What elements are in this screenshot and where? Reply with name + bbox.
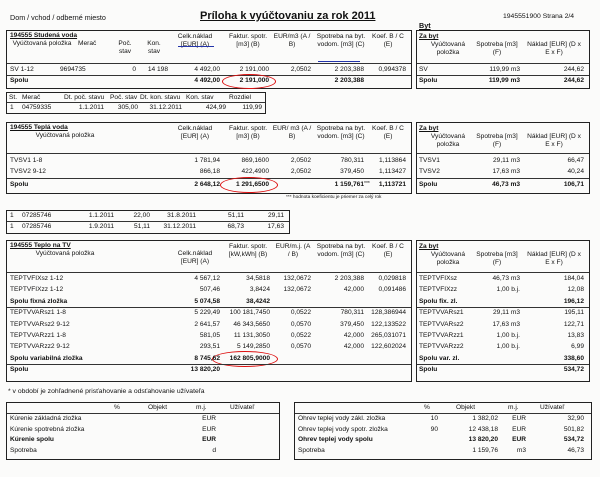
heat-row-label: Spolu <box>10 366 29 374</box>
hot-water-heating-summary-row-obj: 1 159,76 <box>472 446 498 454</box>
cold-water-meter-h-start: Poč. stav <box>110 94 138 101</box>
hot-water-flat-sum-cons: 46,73 m3 <box>492 181 520 188</box>
heat-row-cons: 3,8424 <box>249 286 270 294</box>
hot-water-row-eurm: 2,0502 <box>290 157 311 164</box>
hot-water-meter-dstart: 1.9.2011 <box>88 223 114 230</box>
heating-summary-h-user: Užívateľ <box>230 404 255 411</box>
hot-water-heating-summary-row-mj: EUR <box>512 436 526 443</box>
hot-water-sum-label: Spolu <box>10 181 29 188</box>
hot-water-row-cons: 422,4900 <box>241 168 269 175</box>
heat-flat-row-cost: 122,71 <box>563 320 584 328</box>
heating-summary-row-mj: EUR <box>202 425 216 433</box>
heat-row-eurm: 132,0672 <box>283 286 311 294</box>
heat-row-byt: 42,000 <box>343 332 364 339</box>
heat-flat-col-item: Vyúčtovaná položka <box>430 251 466 266</box>
hot-water-sum-byt: 1 159,761 <box>334 181 364 188</box>
hot-water-sum-coef: 1,113721 <box>378 181 406 188</box>
heat-flat-row-cons: 17,63 m3 <box>492 320 520 328</box>
hot-water-meter-start: 51,11 <box>133 223 150 230</box>
hot-water-flat-row-cost: 66,47 <box>567 157 584 164</box>
cold-water-row-cost: 4 492,00 <box>194 66 220 73</box>
hot-water-meter-end: 68,73 <box>227 223 244 230</box>
heat-row-cons: 11 131,3050 <box>233 332 270 339</box>
heat-row-cost: 507,46 <box>199 286 220 294</box>
hot-water-col-cost: Celk.náklad [EUR] (A) <box>177 125 213 140</box>
header-byt-label: Byt <box>419 21 431 30</box>
heat-row-label: TEPTVFIXzz 1-12 <box>10 286 64 294</box>
hot-water-flat-row-cons: 17,63 m3 <box>492 168 520 175</box>
heating-summary-row-label: Kúrenie základná zložka <box>10 415 82 422</box>
heating-summary-row-mj: d <box>212 446 216 454</box>
cold-water-col-coef: Koef. B / C (E) <box>372 33 404 48</box>
hot-water-heating-summary-row-user: 501,82 <box>563 425 584 433</box>
hot-water-heating-summary-row-mj: EUR <box>512 425 526 433</box>
hot-water-row-coef: 1,113864 <box>378 157 406 164</box>
heat-flat-row-cost: 195,11 <box>564 309 584 317</box>
heat-row-label: TEPTVVARsz1 1-8 <box>10 309 66 317</box>
hot-water-flat-row-cost: 40,24 <box>567 168 584 175</box>
hot-water-flat-row-label: TVSV1 <box>419 157 440 164</box>
cold-water-row-label: SV 1-12 <box>10 66 34 73</box>
heat-flat-col-cons: Spotreba [m3] (F) <box>476 251 518 266</box>
hot-water-section-title: 194555 Teplá voda <box>10 124 68 131</box>
heat-flat-row-cost: 12,08 <box>567 286 584 294</box>
hot-water-row-cost: 1 781,94 <box>194 157 220 164</box>
cold-water-flat-row-cost: 244,62 <box>563 66 584 73</box>
cold-water-meter-h-diff: Rozdiel <box>229 94 251 101</box>
heat-row-label: TEPTVFIXsz 1-12 <box>10 275 64 282</box>
hot-water-col-eurm: EUR/ m3 (A / B) <box>272 125 312 140</box>
heat-row-label: Spolu fixná zložka <box>10 297 68 305</box>
heat-col-cons: Faktur. spotr. [kW,kWh] (B) <box>228 243 268 258</box>
heating-summary-h-mj: m.j. <box>196 404 207 411</box>
heating-summary-row-mj: EUR <box>202 436 216 443</box>
heat-row-cons: 100 181,7450 <box>229 309 270 317</box>
heat-flat-row-label: TEPTVFIXzz <box>419 286 458 294</box>
hot-water-flat-sum-label: Spolu <box>419 181 438 188</box>
hot-water-heating-summary-row-label: Ohrev teplej vody spotr. zložka <box>298 425 388 433</box>
heat-flat-row-label: TEPTVVARsz2 <box>419 320 464 328</box>
heat-row-cost: 581,05 <box>199 332 220 339</box>
cold-water-row-byt: 2 203,388 <box>334 66 364 73</box>
heat-row-label: TEPTVVARzz2 9-12 <box>10 343 70 351</box>
hot-water-row-label: TVSV2 9-12 <box>10 168 46 175</box>
cold-water-section-title: 194555 Studená voda <box>10 32 78 39</box>
heat-flat-row-cost: 196,12 <box>563 297 584 305</box>
heat-flat-row-cost: 338,60 <box>563 354 584 362</box>
cold-water-meter-h-meter: Merač <box>22 94 41 101</box>
hot-water-meter-start: 22,00 <box>133 212 150 219</box>
cold-water-meter-end: 424,99 <box>205 104 226 111</box>
hot-water-heating-summary-row-obj: 1 382,02 <box>472 415 498 422</box>
heat-row-coef: 122,602024 <box>371 343 406 351</box>
heat-row-coef: 0,091486 <box>378 286 406 294</box>
heat-row-byt: 780,311 <box>340 309 364 317</box>
heat-flat-row-cons: 1,00 b.j. <box>496 286 520 294</box>
cold-water-col-end: Kon. stav <box>147 40 161 55</box>
cold-water-col-meter: Merač <box>78 40 97 47</box>
cold-water-col-cons: Faktur. spotr. [m3] (B) <box>228 33 268 48</box>
heat-row-coef: 0,029818 <box>378 275 406 282</box>
heat-flat-row-cost: 6,99 <box>571 343 584 351</box>
cold-water-flat-col-cons: Spotreba [m3] (F) <box>476 41 518 56</box>
header-address-label: Dom / vchod / odberné miesto <box>10 13 106 22</box>
heat-col-eurm: EUR/m.j. (A / B) <box>275 243 311 258</box>
header-page-number: 1945551900 Strana 2/4 <box>503 13 575 20</box>
hot-water-flat-title: Za byt <box>419 125 439 132</box>
footnote: * v období je zohľadnené prisťahovanie a odsťahovanie užívateľa <box>8 388 205 395</box>
heat-row-eurm: 0,0522 <box>290 309 311 317</box>
hot-water-meter-dstart: 1.1.2011 <box>88 212 114 219</box>
hot-water-heating-summary-h-mj: m.j. <box>508 404 519 411</box>
hot-water-meter-dend: 31.8.2011 <box>167 212 196 219</box>
hot-water-col-byt: Spotreba na byt. vodom. [m3] (C) <box>316 125 366 140</box>
hot-water-col-item: Vyúčtovaná položka <box>35 132 95 139</box>
hot-water-heating-summary-row-obj: 13 820,20 <box>468 436 498 443</box>
cold-water-meter-h-st: St. <box>9 94 18 101</box>
heat-row-cons: 38,4242 <box>246 297 270 305</box>
cold-water-col-eurm: EUR/m3 (A / B) <box>273 33 311 48</box>
heating-summary-h-obj: Objekt <box>148 404 168 411</box>
hot-water-heating-summary-row-user: 46,73 <box>567 446 584 454</box>
heat-row-coef: 128,386944 <box>371 309 406 317</box>
cold-water-meter-dstart: 1.1.2011 <box>78 104 104 111</box>
heat-row-byt: 379,450 <box>340 320 364 328</box>
hot-water-row-coef: 1,113427 <box>378 168 406 175</box>
page-title: Príloha k vyúčtovaniu za rok 2011 <box>200 10 376 22</box>
heat-flat-row-label: TEPTVFIXsz <box>419 275 458 282</box>
heat-col-cost: Celk.náklad [EUR] (A) <box>177 250 213 265</box>
cold-water-row-coef: 0,994378 <box>378 66 406 73</box>
hot-water-meter-st: 1 <box>10 212 14 219</box>
heat-col-byt: Spotreba na byt. vodom. [m3] (C) <box>316 243 366 258</box>
cold-water-flat-sum-label: Spolu <box>419 77 438 84</box>
heating-summary-row-label: Kúrenie spotrebná zložka <box>10 425 85 433</box>
heat-row-cost: 4 567,12 <box>194 275 220 282</box>
heat-flat-col-cost: Náklad [EUR] (D x E x F) <box>527 251 581 266</box>
hot-water-meter-dend: 31.12.2011 <box>163 223 196 230</box>
heat-row-cost: 5 074,58 <box>194 297 220 305</box>
cold-water-sum-cost: 4 492,00 <box>194 77 220 84</box>
heat-row-cost: 13 820,20 <box>190 366 220 374</box>
hot-water-meter-end: 51,11 <box>227 212 244 219</box>
hot-water-flat-sum-cost: 106,71 <box>563 181 584 188</box>
heat-flat-row-cons: 29,11 m3 <box>492 309 520 317</box>
hot-water-row-cost: 866,18 <box>199 168 220 175</box>
cold-water-flat-col-cost: Náklad [EUR] (D x E x F) <box>527 41 581 56</box>
heat-row-label: TEPTVVARzz1 1-8 <box>10 332 66 339</box>
cold-water-sum-cons: 2 191,000 <box>239 77 269 84</box>
cold-water-flat-sum-cons: 119,99 m3 <box>488 77 520 84</box>
cold-water-row-start: 0 <box>132 66 136 73</box>
highlight-circle <box>220 177 278 193</box>
hot-water-heating-summary-row-label: Ohrev teplej vody spolu <box>298 436 373 443</box>
heat-flat-row-label: Spolu <box>419 366 438 374</box>
cold-water-col-byt: Spotreba na byt. vodom. [m3] (C) <box>316 33 366 48</box>
hot-water-sum-cost: 2 648,12 <box>194 181 220 188</box>
hot-water-heating-summary-row-user: 534,72 <box>563 436 584 443</box>
hot-water-heating-summary-h-pct: % <box>424 404 430 411</box>
heat-row-eurm: 132,0672 <box>283 275 311 282</box>
heat-row-cost: 2 641,57 <box>194 320 220 328</box>
heat-flat-title: Za byt <box>419 243 439 250</box>
heat-row-coef: 265,031071 <box>371 332 406 339</box>
cold-water-col-start: Poč. stav <box>118 40 132 55</box>
hot-water-heating-summary-row-label: Spotreba <box>298 446 325 454</box>
hot-water-note: *** hodnota koeficientu je priemer za celý rok <box>286 195 382 200</box>
heat-flat-row-cons: 1,00 b.j. <box>496 343 520 351</box>
hot-water-row-label: TVSV1 1-8 <box>10 157 43 164</box>
hot-water-sum-cons: 1 291,6500 <box>235 181 269 188</box>
cold-water-meter-st: 1 <box>10 104 14 111</box>
hot-water-flat-col-cost: Náklad [EUR] (D x E x F) <box>527 133 581 148</box>
hot-water-heating-summary-row-pct: 90 <box>430 425 438 433</box>
cold-water-row-cons: 2 191,000 <box>239 66 269 73</box>
cold-water-row-eurm: 2,0502 <box>290 66 311 73</box>
hot-water-col-coef: Koef. B / C (E) <box>372 125 404 140</box>
hot-water-meter-meter: 07285746 <box>22 223 52 230</box>
hot-water-meter-st: 1 <box>10 223 14 230</box>
cold-water-col-item: Vyúčtovaná položka <box>12 40 72 47</box>
cold-water-meter-h-end: Kon. stav <box>186 94 214 101</box>
hot-water-heating-summary-row-label: Ohrev teplej vody zákl. zložka <box>298 415 386 422</box>
cold-water-meter-diff: 119,99 <box>242 104 262 111</box>
cold-water-row-end: 14 198 <box>147 66 168 73</box>
heat-col-item: Vyúčtovaná položka <box>35 250 95 257</box>
heat-row-eurm: 0,0570 <box>290 343 311 351</box>
hot-water-flat-row-label: TVSV2 <box>419 168 440 175</box>
hot-water-flat-col-item: Vyúčtovaná položka <box>430 133 466 148</box>
heat-flat-row-cost: 13,83 <box>567 332 584 339</box>
hot-water-heating-summary-h-user: Užívateľ <box>540 404 565 411</box>
hot-water-heating-summary-row-obj: 12 438,18 <box>468 425 498 433</box>
heat-row-label: TEPTVVARsz2 9-12 <box>10 320 70 328</box>
heat-row-eurm: 0,0522 <box>290 332 311 339</box>
heat-row-cost: 8 745,62 <box>194 354 220 362</box>
cold-water-meter-meter: 04759335 <box>22 104 52 111</box>
heat-row-eurm: 0,0570 <box>290 320 311 328</box>
highlight-circle <box>222 74 276 89</box>
heat-row-label: Spolu variabilná zložka <box>10 354 83 362</box>
hot-water-col-cons: Faktur. spotr. [m3] (B) <box>228 125 268 140</box>
hot-water-row-eurm: 2,0502 <box>290 168 311 175</box>
heat-flat-row-label: Spolu var. zl. <box>419 354 460 362</box>
heat-row-coef: 122,133522 <box>371 320 406 328</box>
hot-water-heating-summary-row-pct: 10 <box>430 415 438 422</box>
hot-water-flat-row-cons: 29,11 m3 <box>492 157 520 164</box>
cold-water-sum-label: Spolu <box>10 77 29 84</box>
hot-water-sum-star: *** <box>364 181 370 187</box>
hot-water-heating-summary-row-user: 32,90 <box>567 415 584 422</box>
hot-water-row-byt: 379,450 <box>340 168 364 175</box>
hot-water-row-cons: 869,1600 <box>241 157 269 164</box>
heat-section-title: 194555 Teplo na TV <box>10 242 71 249</box>
heat-flat-row-label: TEPTVVARzz2 <box>419 343 464 351</box>
cold-water-row-meter: 9694735 <box>60 66 86 73</box>
heat-flat-row-cost: 184,04 <box>563 275 584 282</box>
cold-water-flat-sum-cost: 244,62 <box>563 77 584 84</box>
heating-summary-h-pct: % <box>114 404 120 411</box>
heating-summary-row-label: Kúrenie spolu <box>10 436 54 443</box>
heat-row-cost: 5 229,49 <box>194 309 220 317</box>
heating-summary-row-mj: EUR <box>202 415 216 422</box>
cold-water-meter-h-dend: Dt. kon. stavu <box>140 94 181 101</box>
hot-water-meter-diff: 17,63 <box>267 223 284 230</box>
heat-flat-row-label: Spolu fix. zl. <box>419 297 458 305</box>
hot-water-heating-summary-row-mj: EUR <box>512 415 526 422</box>
hot-water-meter-meter: 07285746 <box>22 212 52 219</box>
heat-col-coef: Koef. B / C (E) <box>372 243 404 258</box>
heat-row-byt: 2 203,388 <box>334 275 364 282</box>
cold-water-meter-start: 305,00 <box>117 104 138 111</box>
hot-water-row-byt: 780,311 <box>340 157 364 164</box>
heat-flat-row-label: TEPTVVARzz1 <box>419 332 464 339</box>
hot-water-meter-diff: 29,11 <box>267 212 284 219</box>
hot-water-heating-summary-row-mj: m3 <box>516 446 526 454</box>
cold-water-flat-title: Za byt <box>419 33 439 40</box>
hot-water-flat-col-cons: Spotreba [m3] (F) <box>476 133 518 148</box>
heat-flat-row-label: TEPTVVARsz1 <box>419 309 464 317</box>
heating-summary-row-label: Spotreba <box>10 446 37 454</box>
heat-flat-row-cons: 46,73 m3 <box>492 275 520 282</box>
cold-water-meter-dend: 31.12.2011 <box>149 104 182 111</box>
cold-water-col-cost: Celk.náklad [EUR] (A) <box>177 33 213 48</box>
cold-water-flat-col-item: Vyúčtovaná položka <box>430 41 466 56</box>
heat-row-cons: 162 805,9000 <box>229 354 270 362</box>
cold-water-flat-row-cons: 119,99 m3 <box>489 66 520 73</box>
hot-water-heating-summary-h-obj: Objekt <box>456 404 476 411</box>
heat-flat-row-cost: 534,72 <box>563 366 584 374</box>
cold-water-flat-row-label: SV <box>419 66 428 73</box>
cold-water-sum-byt: 2 203,388 <box>334 77 364 84</box>
heat-flat-row-cons: 1,00 b.j. <box>496 332 520 339</box>
heat-row-byt: 42,000 <box>343 286 364 294</box>
cold-water-meter-h-dstart: Dt. poč. stavu <box>64 94 105 101</box>
heat-row-cons: 5 149,2850 <box>236 343 270 351</box>
heat-row-cost: 293,51 <box>199 343 220 351</box>
heat-row-byt: 42,000 <box>343 343 364 351</box>
heat-row-cons: 46 343,5650 <box>233 320 270 328</box>
heat-row-cons: 34,5818 <box>246 275 270 282</box>
